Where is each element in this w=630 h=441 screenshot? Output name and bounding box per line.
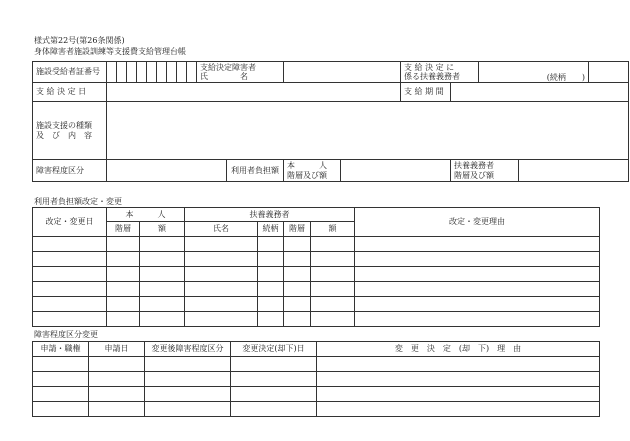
guardian-burden-line2: 階層及び額	[454, 170, 494, 180]
cell[interactable]	[145, 402, 231, 417]
cell[interactable]	[33, 312, 107, 327]
cell[interactable]	[311, 282, 355, 297]
cell[interactable]	[317, 357, 600, 372]
cell[interactable]	[317, 387, 600, 402]
support-type-line1: 施設支援の種類	[36, 121, 92, 131]
cell[interactable]	[258, 282, 284, 297]
cell[interactable]	[311, 252, 355, 267]
sub-guardian-name: 氏名	[185, 222, 258, 237]
cell[interactable]	[231, 387, 317, 402]
cell[interactable]	[140, 237, 185, 252]
cell[interactable]	[145, 357, 231, 372]
form-number: 様式第22号(第26条関係)	[34, 36, 125, 45]
cell[interactable]	[317, 372, 600, 387]
table-row	[33, 282, 600, 297]
col-change-date: 改定・変更日	[33, 208, 107, 237]
cell[interactable]	[258, 297, 284, 312]
col-decision-date: 変更決定(却下)日	[231, 342, 317, 357]
cell[interactable]	[33, 357, 89, 372]
burden-change-table	[32, 207, 600, 327]
cert-digit-cell[interactable]	[117, 62, 127, 83]
guardian-burden-label	[451, 160, 519, 182]
cell[interactable]	[33, 237, 107, 252]
guardian-name-field[interactable]	[479, 62, 589, 83]
cell[interactable]	[89, 387, 145, 402]
cell[interactable]	[311, 297, 355, 312]
col-decision-reason: 変 更 決 定 (却 下) 理 由	[317, 342, 600, 357]
cell[interactable]	[258, 267, 284, 282]
cell[interactable]	[107, 297, 140, 312]
support-type-field[interactable]	[107, 102, 629, 160]
cell[interactable]	[140, 252, 185, 267]
section2-title: 障害程度区分変更	[34, 330, 98, 339]
cell[interactable]	[107, 252, 140, 267]
col-after-category: 変更後障害程度区分	[145, 342, 231, 357]
cell[interactable]	[107, 282, 140, 297]
sub-person-level: 階層	[107, 222, 140, 237]
table-row	[33, 372, 600, 387]
person-line2: 階層及び額	[287, 170, 327, 180]
guardian-label	[401, 62, 479, 83]
table-row	[33, 402, 600, 417]
sub-person-amount: 額	[140, 222, 185, 237]
cell[interactable]	[284, 267, 311, 282]
table-row	[33, 387, 600, 402]
cert-digit-cell[interactable]	[147, 62, 157, 83]
cell[interactable]	[258, 252, 284, 267]
col-applicant: 申請・職権	[33, 342, 89, 357]
guardian-label-line2: 係る扶養義務者	[404, 72, 460, 81]
cell[interactable]	[107, 237, 140, 252]
cell[interactable]	[355, 297, 600, 312]
cell[interactable]	[33, 282, 107, 297]
cell[interactable]	[140, 267, 185, 282]
cell[interactable]	[231, 357, 317, 372]
disability-change-table	[32, 341, 600, 417]
cell[interactable]	[284, 282, 311, 297]
table-row	[33, 267, 600, 282]
cell[interactable]	[185, 252, 258, 267]
form-title: 身体障害者施設訓練等支援費支給管理台帳	[34, 47, 186, 56]
cert-digit-cell[interactable]	[107, 62, 117, 83]
period-field[interactable]	[451, 83, 629, 102]
cell[interactable]	[284, 252, 311, 267]
cell[interactable]	[185, 312, 258, 327]
cell[interactable]	[284, 312, 311, 327]
patient-label-line1: 支給決定障害者	[200, 62, 256, 72]
cell[interactable]	[311, 267, 355, 282]
cell[interactable]	[33, 297, 107, 312]
cell[interactable]	[33, 402, 89, 417]
cert-no-label: 施設受給者証番号	[33, 62, 107, 83]
disability-label: 障害程度区分	[33, 160, 107, 182]
patient-label-line2: 氏 名	[200, 72, 248, 81]
person-burden-label	[284, 160, 341, 182]
cell[interactable]	[89, 402, 145, 417]
table-row	[33, 312, 600, 327]
cell[interactable]	[33, 252, 107, 267]
table-row	[33, 237, 600, 252]
sub-guardian-relation: 続柄	[258, 222, 284, 237]
patient-name-label	[197, 62, 284, 83]
cell[interactable]	[140, 282, 185, 297]
patient-name-field[interactable]	[284, 62, 401, 83]
cell[interactable]	[355, 282, 600, 297]
main-form-table	[32, 61, 629, 182]
cell[interactable]	[258, 312, 284, 327]
section1-title: 利用者負担額改定・変更	[34, 197, 122, 206]
cell[interactable]	[33, 372, 89, 387]
cell[interactable]	[89, 372, 145, 387]
support-type-line2: 及 び 内 容	[36, 130, 92, 140]
cell[interactable]	[311, 312, 355, 327]
cell[interactable]	[258, 237, 284, 252]
cell[interactable]	[284, 297, 311, 312]
sub-guardian-amount: 額	[311, 222, 355, 237]
cert-digit-cell[interactable]	[127, 62, 137, 83]
cell[interactable]	[89, 357, 145, 372]
person-burden-field[interactable]	[341, 160, 451, 182]
guardian-burden-line1: 扶養義務者	[454, 161, 494, 171]
cell[interactable]	[284, 237, 311, 252]
cell[interactable]	[107, 267, 140, 282]
relation-label: (続柄 )	[546, 72, 586, 82]
cell[interactable]	[355, 252, 600, 267]
cell[interactable]	[355, 237, 600, 252]
cell[interactable]	[185, 267, 258, 282]
cert-digit-cell[interactable]	[187, 62, 197, 83]
sub-guardian-level: 階層	[284, 222, 311, 237]
table-row	[33, 252, 600, 267]
cell[interactable]	[107, 312, 140, 327]
cert-digit-cell[interactable]	[137, 62, 147, 83]
cell[interactable]	[145, 372, 231, 387]
cell[interactable]	[317, 402, 600, 417]
col-change-reason: 改定・変更理由	[355, 208, 600, 237]
col-guardian: 扶養義務者	[185, 208, 355, 222]
period-label: 支 給 期 間	[401, 83, 451, 102]
cell[interactable]	[185, 237, 258, 252]
cell[interactable]	[311, 237, 355, 252]
disability-field[interactable]	[107, 160, 227, 182]
cell[interactable]	[140, 297, 185, 312]
cell[interactable]	[145, 387, 231, 402]
cell[interactable]	[33, 267, 107, 282]
cert-digit-cell[interactable]	[177, 62, 187, 83]
cell[interactable]	[355, 267, 600, 282]
cell[interactable]	[140, 312, 185, 327]
decision-date-label: 支 給 決 定 日	[33, 83, 107, 102]
guardian-burden-field[interactable]	[519, 160, 629, 182]
burden-label: 利用者負担額	[227, 160, 284, 182]
cert-digit-cell[interactable]	[167, 62, 177, 83]
col-person: 本 人	[107, 208, 185, 222]
cert-digit-cell[interactable]	[157, 62, 167, 83]
decision-date-field[interactable]	[107, 83, 401, 102]
cell[interactable]	[185, 297, 258, 312]
guardian-label-line1: 支 給 決 定 に	[404, 62, 455, 72]
cell[interactable]	[33, 387, 89, 402]
table-row	[33, 297, 600, 312]
col-apply-date: 申請日	[89, 342, 145, 357]
guardian-extra-field[interactable]	[589, 62, 629, 83]
support-type-label	[33, 102, 107, 160]
table-row	[33, 357, 600, 372]
cell[interactable]	[231, 372, 317, 387]
cell[interactable]	[185, 282, 258, 297]
person-line1: 本 人	[287, 161, 327, 171]
cell[interactable]	[231, 402, 317, 417]
cell[interactable]	[355, 312, 600, 327]
